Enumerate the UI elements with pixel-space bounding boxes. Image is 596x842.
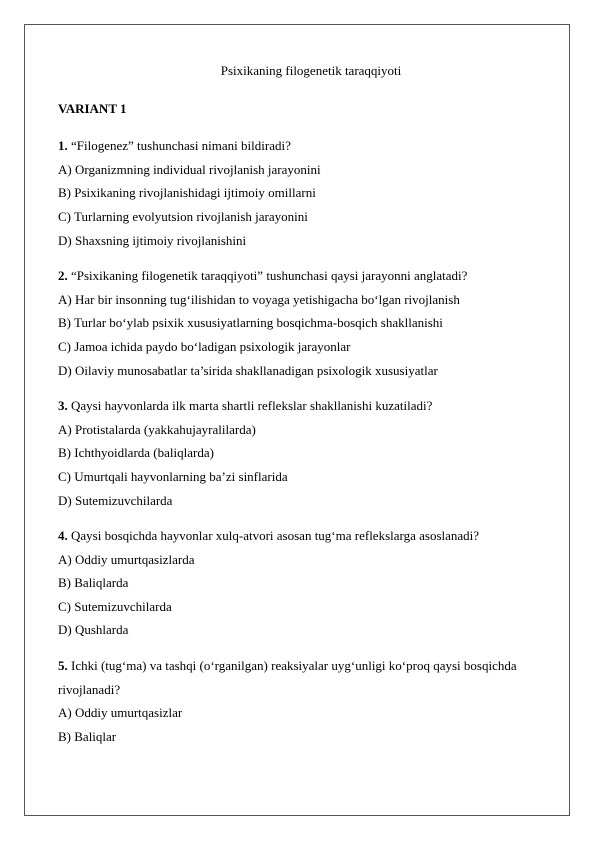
question-number: 5. [58,658,68,674]
question-text: “Filogenez” tushunchasi nimani bildiradi? [71,138,291,154]
question-number: 4. [58,528,68,544]
question-block [58,134,558,252]
answer-option: A) Oddiy umurtqasizlarda [58,551,195,567]
answer-option: B) Baliqlarda [58,575,129,591]
answer-option: A) Oddiy umurtqasizlar [58,705,183,721]
question-block [58,394,558,512]
answer-option: B) Psixikaning rivojlanishidagi ijtimoiy omillarni [58,185,316,201]
answer-option: C) Turlarning evolyutsion rivojlanish jarayonini [58,208,308,224]
question-block [58,524,558,642]
question-list [58,134,558,748]
question-block [58,654,558,748]
question-block [58,264,558,382]
answer-option: C) Jamoa ichida paydo bo‘ladigan psixologik jarayonlar [58,338,351,354]
question-text-line [58,134,558,158]
answer-option: A) Har bir insonning tug‘ilishidan to voyaga yetishigacha bo‘lgan rivojlanish [58,291,460,307]
answer-option: B) Turlar bo‘ylab psixik xususiyatlarning bosqichma-bosqich shakllanishi [58,315,443,331]
question-text: Qaysi hayvonlarda ilk marta shartli reflekslar shakllanishi kuzatiladi? [71,398,433,414]
answer-option: B) Baliqlar [58,728,117,744]
variant-heading: VARIANT 1 [58,100,127,116]
document-title: Psixikaning filogenetik taraqqiyoti [220,63,402,78]
question-text-line [58,654,558,701]
question-number: 3. [58,398,68,414]
answer-option: D) Oilaviy munosabatlar ta’sirida shakllanadigan psixologik xususiyatlar [58,362,438,378]
question-text: “Psixikaning filogenetik taraqqiyoti” tushunchasi qaysi jarayonni anglatadi? [71,268,468,284]
question-text-line [58,524,558,548]
answer-option: D) Sutemizuvchilarda [58,492,173,508]
document-body [58,59,558,760]
answer-option: C) Sutemizuvchilarda [58,598,172,614]
answer-option: C) Umurtqali hayvonlarning ba’zi sinflarida [58,468,288,484]
answer-option: D) Shaxsning ijtimoiy rivojlanishini [58,232,247,248]
answer-option: B) Ichthyoidlarda (baliqlarda) [58,445,214,461]
question-text-line [58,264,558,288]
answer-option: D) Qushlarda [58,622,129,638]
question-number: 2. [58,268,68,284]
question-text: Ichki (tug‘ma) va tashqi (o‘rganilgan) reaksiyalar uyg‘unligi ko‘proq qaysi bosqichda rivojlanadi? [58,658,517,697]
question-text: Qaysi bosqichda hayvonlar xulq-atvori asosan tug‘ma reflekslarga asoslanadi? [71,528,480,544]
question-text-line [58,394,558,418]
answer-option: A) Protistalarda (yakkahujayralilarda) [58,421,256,437]
answer-option: A) Organizmning individual rivojlanish jarayonini [58,161,321,177]
question-number: 1. [58,138,68,154]
